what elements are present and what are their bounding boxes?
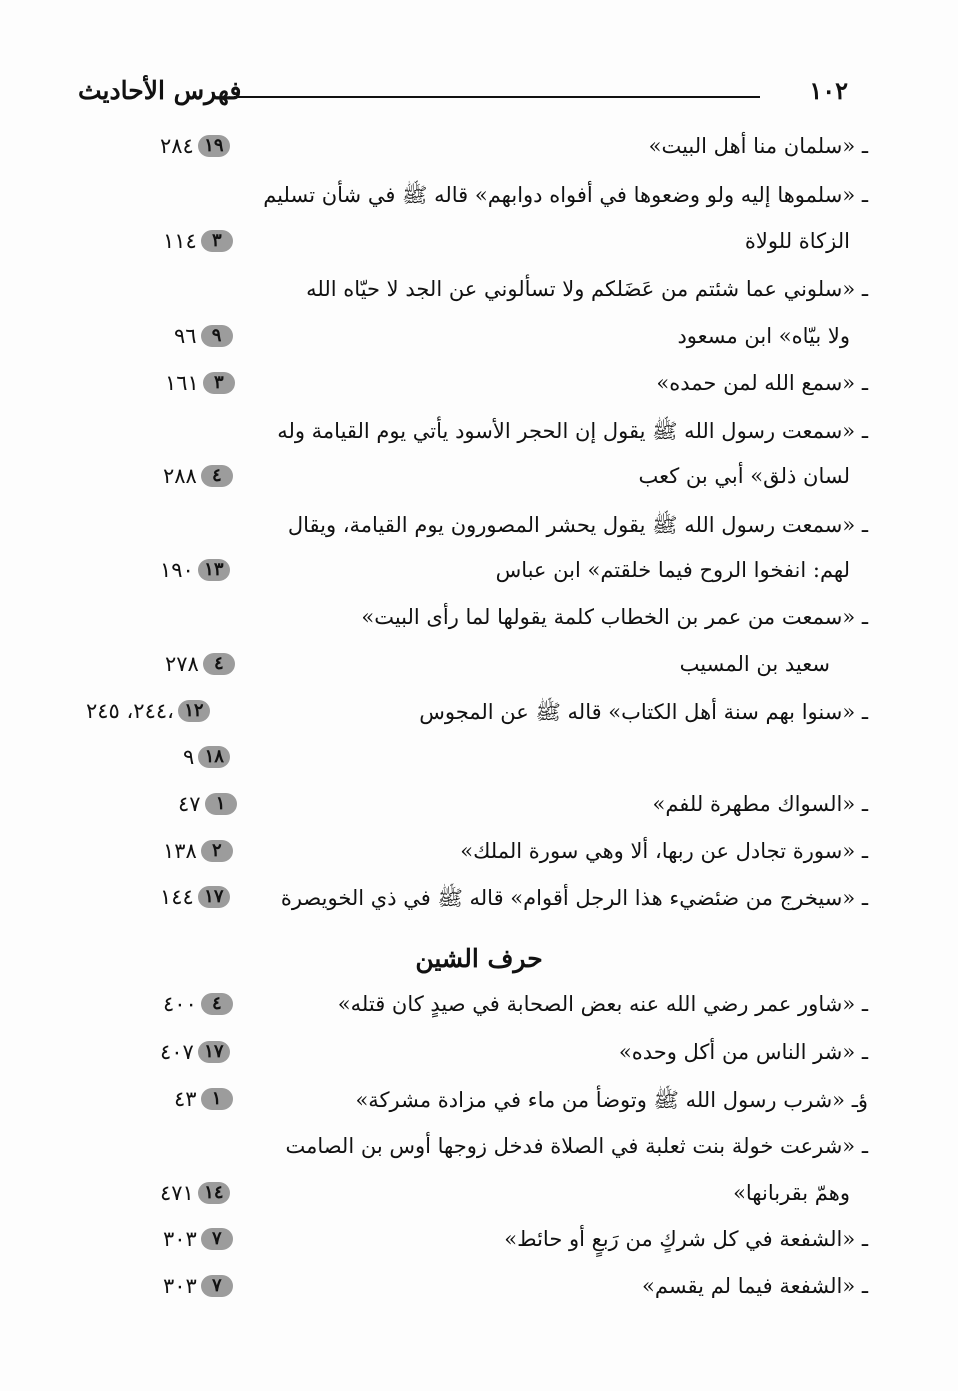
- reference-pages: ٢٤٤، ٢٤٥،: [86, 699, 174, 723]
- entry-line: ـ «سمع الله لمن حمده»: [656, 371, 868, 395]
- volume-badge: ١: [205, 793, 237, 815]
- entry-line: ـ «شر الناس من أكل وحده»: [618, 1040, 868, 1064]
- volume-badge: ١٣: [198, 559, 230, 581]
- hadith-reference: [174, 1087, 233, 1111]
- volume-badge: ٣: [203, 372, 235, 394]
- entry-line: ـ «سمعت رسول الله ﷺ يقول إن الحجر الأسود يأتي يوم القيامة وله: [277, 419, 868, 443]
- reference-pages: ٢٧٨: [165, 652, 199, 676]
- hadith-reference: [178, 792, 237, 816]
- reference-pages: ٣٠٣: [163, 1227, 197, 1251]
- volume-badge: ١٤: [198, 1182, 230, 1204]
- entry-line: ـ «سنوا بهم سنة أهل الكتاب» قاله ﷺ عن المجوس: [419, 700, 868, 724]
- page-number: ١٠٢: [809, 76, 848, 105]
- reference-pages: ٤٧: [178, 792, 201, 816]
- reference-pages: ٤٠٧: [160, 1040, 194, 1064]
- entry-line-continuation: لهم: انفخوا الروح فيما خلقتم» ابن عباس: [495, 558, 850, 582]
- page-header: [78, 72, 848, 112]
- entry-line-continuation: الزكاة للولاة: [744, 229, 850, 253]
- section-heading: حرف الشين: [415, 944, 543, 973]
- hadith-reference: [163, 992, 233, 1016]
- reference-pages: ١١٤: [163, 229, 197, 253]
- hadith-reference: [165, 371, 235, 395]
- entry-line: ـ «سيخرج من ضئضيء هذا الرجل أقوام» قاله ﷺ في ذي الخويصرة: [280, 886, 868, 910]
- entry-line: ؤـ «شرب رسول الله ﷺ وتوضأ من ماء في مزادة مشركة»: [355, 1088, 868, 1112]
- volume-badge: ٧: [201, 1275, 233, 1297]
- volume-badge: ١٧: [198, 1041, 230, 1063]
- reference-pages: ٣٠٣: [163, 1274, 197, 1298]
- hadith-reference: [163, 1274, 233, 1298]
- hadith-reference: [160, 1181, 230, 1205]
- hadith-reference: [160, 558, 230, 582]
- hadith-reference: [183, 745, 230, 769]
- hadith-reference: [163, 464, 233, 488]
- volume-badge: ٩: [201, 325, 233, 347]
- entry-line: ـ «سلوني عما شئتم من عَضَلكم ولا تسألوني عن الجد لا حيّاه الله: [306, 277, 868, 301]
- volume-badge: ٤: [203, 653, 235, 675]
- reference-pages: ١٩٠: [160, 558, 194, 582]
- entry-line: ـ «سورة تجادل عن ربها، ألا وهي سورة الملك»: [460, 839, 868, 863]
- reference-pages: ٤٧١: [160, 1181, 194, 1205]
- entry-line-continuation: سعيد بن المسيب: [679, 652, 830, 676]
- reference-pages: ١٤٤: [160, 885, 194, 909]
- volume-badge: ٤: [201, 465, 233, 487]
- entry-line: ـ «سلمان منا أهل البيت»: [648, 134, 868, 158]
- hadith-reference: [163, 229, 233, 253]
- entry-line-continuation: ولا بيّاه» ابن مسعود: [677, 324, 850, 348]
- entry-line: ـ «سلموها إليه ولو وضعوها في أفواه دوابهم» قاله ﷺ في شأن تسليم: [263, 183, 868, 207]
- entry-line: ـ «الشفعة في كل شركٍ من رَبعٍ أو حائط»: [504, 1227, 868, 1251]
- entry-line: ـ «شاور عمر رضي الله عنه بعض الصحابة في صيدٍ كان قتله»: [337, 992, 868, 1016]
- volume-badge: ١٨: [198, 746, 230, 768]
- header-title: فهرس الأحاديث: [78, 76, 242, 105]
- hadith-reference: [86, 699, 210, 723]
- reference-pages: ٩: [183, 745, 195, 769]
- reference-pages: ٢٨٨: [163, 464, 197, 488]
- volume-badge: ١: [201, 1088, 233, 1110]
- header-rule: [234, 96, 760, 98]
- volume-badge: ٢: [201, 840, 233, 862]
- entry-line: ـ «سمعت من عمر بن الخطاب كلمة يقولها لما رأى البيت»: [361, 605, 868, 629]
- entry-line-continuation: لسان ذلق» أبي بن كعب: [638, 464, 850, 488]
- reference-pages: ٩٦: [174, 324, 197, 348]
- entry-line: ـ «الشفعة فيما لم يقسم»: [642, 1274, 868, 1298]
- volume-badge: ١٢: [178, 700, 210, 722]
- reference-pages: ٤٠٠: [163, 992, 197, 1016]
- volume-badge: ٧: [201, 1228, 233, 1250]
- hadith-reference: [163, 839, 233, 863]
- volume-badge: ١٩: [198, 135, 230, 157]
- reference-pages: ٢٨٤: [160, 134, 194, 158]
- entry-line-continuation: وهمّ بقربانها»: [733, 1181, 850, 1205]
- hadith-reference: [163, 1227, 233, 1251]
- hadith-reference: [160, 134, 230, 158]
- hadith-reference: [165, 652, 235, 676]
- entry-line: ـ «سمعت رسول الله ﷺ يقول يحشر المصورون يوم القيامة، ويقال: [287, 513, 868, 537]
- volume-badge: ٣: [201, 230, 233, 252]
- reference-pages: ٤٣: [174, 1087, 197, 1111]
- volume-badge: ١٧: [198, 886, 230, 908]
- entry-line: ـ «شرعت خولة بنت ثعلبة في الصلاة فدخل زوجها أوس بن الصامت: [285, 1134, 868, 1158]
- entry-line: ـ «السواك مطهرة للفم»: [652, 792, 868, 816]
- hadith-reference: [160, 885, 230, 909]
- reference-pages: ١٦١: [165, 371, 199, 395]
- hadith-reference: [174, 324, 233, 348]
- hadith-reference: [160, 1040, 230, 1064]
- volume-badge: ٤: [201, 993, 233, 1015]
- reference-pages: ١٣٨: [163, 839, 197, 863]
